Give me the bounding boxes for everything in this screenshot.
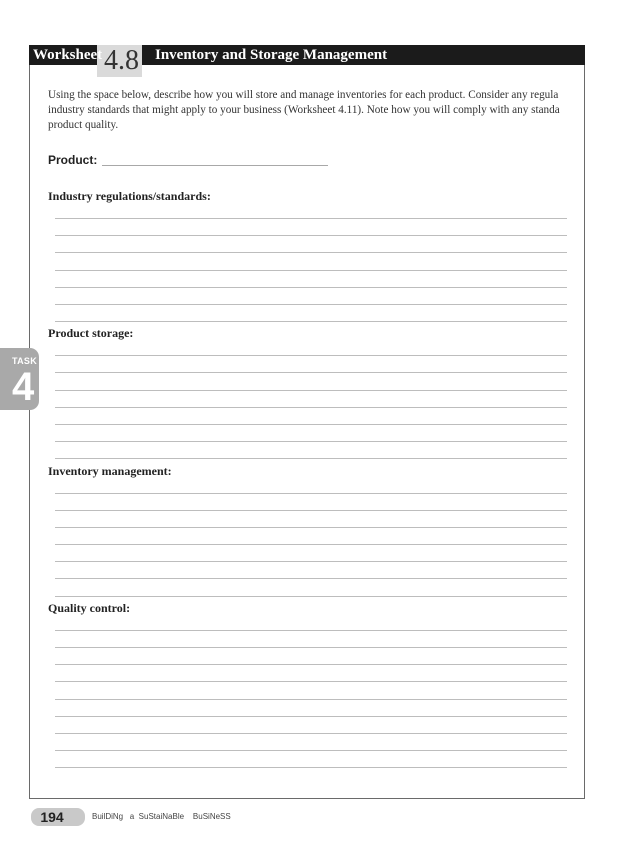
writing-line[interactable] xyxy=(55,767,567,768)
writing-line[interactable] xyxy=(55,372,567,373)
instructions xyxy=(48,88,638,133)
writing-line[interactable] xyxy=(55,561,567,562)
writing-line[interactable] xyxy=(55,321,567,322)
writing-line[interactable] xyxy=(55,287,567,288)
section-heading-inventory: Inventory management: xyxy=(48,464,172,478)
instructions-line: Using the space below, describe how you will store and manage inventories for each product. Consider any regula xyxy=(48,89,559,101)
writing-line[interactable] xyxy=(55,390,567,391)
writing-line[interactable] xyxy=(55,716,567,717)
worksheet-frame xyxy=(29,45,585,799)
writing-line[interactable] xyxy=(55,733,567,734)
page-number: 194 xyxy=(40,809,64,825)
writing-line[interactable] xyxy=(55,681,567,682)
section-heading-quality: Quality control: xyxy=(48,601,131,615)
task-tab-label: TASK xyxy=(12,356,38,366)
product-label: Product: xyxy=(48,153,98,167)
worksheet-label: Worksheet xyxy=(33,47,103,63)
writing-line[interactable] xyxy=(55,544,567,545)
book-title: BuilDiNg a SuStaiNaBle BuSiNeSS xyxy=(92,812,231,821)
task-tab-number: 4 xyxy=(12,365,35,409)
writing-line[interactable] xyxy=(55,596,567,597)
writing-line[interactable] xyxy=(55,750,567,751)
instructions-line: product quality. xyxy=(48,119,119,131)
writing-line[interactable] xyxy=(55,664,567,665)
writing-line[interactable] xyxy=(55,699,567,700)
writing-line[interactable] xyxy=(55,578,567,579)
worksheet-number: 4.8 xyxy=(104,45,139,76)
writing-line[interactable] xyxy=(55,441,567,442)
section-heading-storage: Product storage: xyxy=(48,326,134,340)
writing-line[interactable] xyxy=(55,304,567,305)
writing-line[interactable] xyxy=(55,252,567,253)
writing-line[interactable] xyxy=(55,235,567,236)
instructions-line: industry standards that might apply to your business (Worksheet 4.11). Note how you will comply with any standa xyxy=(48,104,560,116)
writing-line[interactable] xyxy=(55,510,567,511)
product-answer-line[interactable] xyxy=(102,165,328,166)
writing-line[interactable] xyxy=(55,424,567,425)
writing-line[interactable] xyxy=(55,493,567,494)
writing-line[interactable] xyxy=(55,407,567,408)
writing-line[interactable] xyxy=(55,647,567,648)
writing-line[interactable] xyxy=(55,218,567,219)
writing-line[interactable] xyxy=(55,355,567,356)
writing-line[interactable] xyxy=(55,630,567,631)
writing-line[interactable] xyxy=(55,458,567,459)
worksheet-title: Inventory and Storage Management xyxy=(155,47,388,63)
writing-line[interactable] xyxy=(55,527,567,528)
section-heading-regulations: Industry regulations/standards: xyxy=(48,189,211,203)
writing-line[interactable] xyxy=(55,270,567,271)
